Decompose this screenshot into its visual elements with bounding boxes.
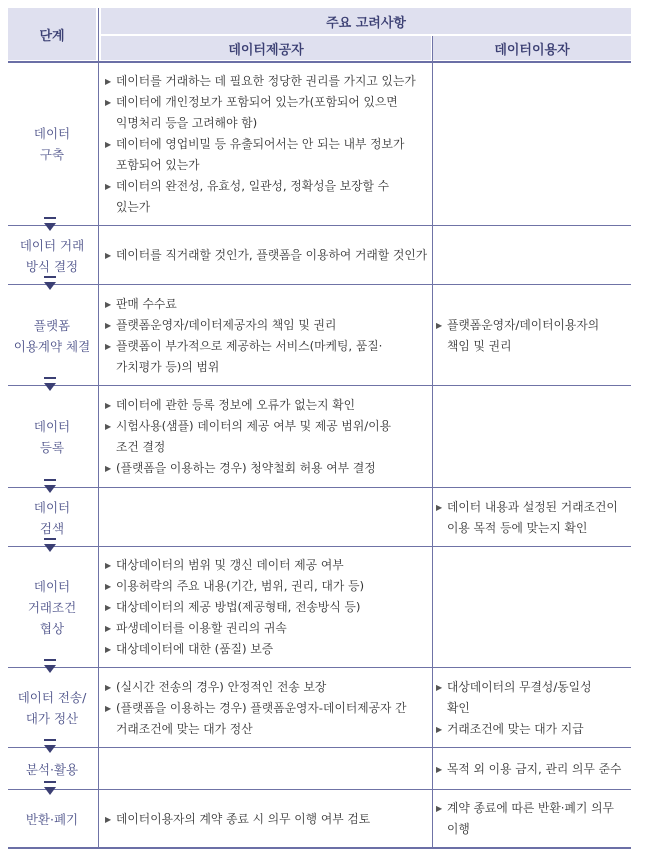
provider-cell	[105, 547, 429, 668]
bullet-text: 목적 외 이용 금지, 관리 의무 준수	[447, 761, 622, 776]
triangle-right-icon: ▶	[105, 97, 112, 107]
bullet-item	[436, 315, 631, 357]
bullet-text: 데이터에 개인정보가 포함되어 있는가(포함되어 있으면 익명처리 등을 고려해야 함)	[116, 94, 398, 130]
provider-cell	[105, 668, 429, 748]
user-cell	[436, 226, 631, 285]
bullet-item	[105, 92, 429, 134]
bullet-item	[105, 134, 429, 176]
triangle-right-icon: ▶	[105, 76, 112, 86]
header-data-user: 데이터이용자	[433, 36, 631, 60]
triangle-right-icon: ▶	[105, 341, 112, 351]
bullet-item	[105, 458, 429, 479]
stage-cell: 데이터 등록	[33, 419, 71, 455]
bullet-text: 데이터에 관한 등록 정보에 오류가 없는지 확인	[116, 398, 356, 412]
header-stage: 단계	[8, 8, 96, 60]
triangle-right-icon: ▶	[105, 582, 112, 591]
triangle-right-icon: ▶	[105, 682, 112, 692]
bullet-text: 플랫폼운영자/데이터이용자의 책임 및 권리	[447, 317, 600, 353]
stage-cell: 데이터 거래 방식 결정	[19, 237, 85, 274]
bullet-item	[105, 336, 429, 378]
triangle-right-icon: ▶	[105, 320, 112, 330]
bullet-item	[436, 497, 631, 539]
provider-cell	[105, 62, 429, 226]
user-cell	[436, 748, 631, 790]
user-cell	[436, 488, 631, 547]
column-divider-provider-user	[432, 36, 433, 848]
bullet-item	[105, 576, 429, 597]
bullet-item	[436, 759, 631, 780]
triangle-right-icon: ▶	[436, 320, 443, 330]
bullet-text: (플랫폼을 이용하는 경우) 청약철회 허용 여부 결정	[116, 461, 376, 475]
bullet-text: 파생데이터를 이용할 권리의 귀속	[116, 621, 287, 635]
stage-cell: 데이터 구축	[33, 126, 71, 162]
bullet-text: 데이터 내용과 설정된 거래조건이 이용 목적 등에 맞는지 확인	[447, 499, 618, 535]
triangle-right-icon: ▶	[105, 624, 112, 633]
bullet-text: 데이터의 완전성, 유효성, 일관성, 정확성을 보장할 수 있는가	[116, 178, 390, 214]
bullet-text: (플랫폼을 이용하는 경우) 플랫폼운영자-데이터제공자 간 거래조건에 맞는 대가 정산	[116, 700, 407, 736]
bullet-text: 대상데이터에 대한 (품질) 보증	[116, 642, 274, 656]
stage-cell: 플랫폼 이용계약 체결	[13, 317, 91, 354]
header-main-considerations: 주요 고려사항	[101, 8, 631, 34]
triangle-right-icon: ▶	[105, 401, 112, 410]
user-cell	[436, 285, 631, 386]
bullet-item	[436, 719, 631, 740]
bullet-item	[105, 809, 429, 830]
provider-cell	[105, 386, 429, 488]
triangle-right-icon: ▶	[105, 645, 112, 654]
bullet-item	[105, 618, 429, 639]
provider-cell	[105, 488, 429, 547]
triangle-right-icon: ▶	[105, 814, 112, 824]
bullet-item	[105, 294, 429, 315]
bullet-item	[105, 71, 429, 92]
bullet-item	[436, 677, 631, 719]
bullet-text: 대상데이터의 범위 및 갱신 데이터 제공 여부	[116, 558, 344, 572]
bullet-text: 데이터이용자의 계약 종료 시 의무 이행 여부 검토	[116, 811, 371, 826]
bullet-item	[105, 597, 429, 618]
bullet-text: 계약 종료에 따른 반환·폐기 의무 이행	[447, 801, 614, 836]
bullet-text: 판매 수수료	[116, 296, 177, 311]
user-cell	[436, 547, 631, 668]
triangle-right-icon: ▶	[105, 251, 112, 260]
bullet-item	[105, 245, 429, 266]
provider-cell	[105, 790, 429, 848]
bullet-text: (실시간 전송의 경우) 안정적인 전송 보장	[116, 679, 327, 694]
stage-cell: 데이터 검색	[33, 499, 71, 536]
triangle-right-icon: ▶	[105, 703, 112, 713]
bullet-text: 대상데이터의 무결성/동일성 확인	[447, 679, 592, 715]
stage-cell: 분석·활용	[25, 761, 79, 777]
triangle-right-icon: ▶	[436, 682, 443, 692]
bullet-item	[105, 395, 429, 416]
provider-cell	[105, 226, 429, 285]
triangle-right-icon: ▶	[105, 299, 112, 309]
bullet-item	[105, 176, 429, 218]
bullet-item	[105, 555, 429, 576]
bullet-item	[105, 416, 429, 458]
bullet-item	[105, 677, 429, 698]
user-cell	[436, 790, 631, 848]
bullet-text: 시험사용(샘플) 데이터의 제공 여부 및 제공 범위/이용 조건 결정	[116, 419, 391, 454]
triangle-right-icon: ▶	[105, 139, 112, 149]
user-cell	[436, 668, 631, 748]
triangle-right-icon: ▶	[105, 181, 112, 191]
bullet-text: 플랫폼운영자/데이터제공자의 책임 및 권리	[116, 317, 337, 332]
triangle-right-icon: ▶	[436, 724, 443, 734]
bullet-item	[436, 798, 631, 840]
triangle-right-icon: ▶	[105, 603, 112, 612]
bullet-text: 데이터에 영업비밀 등 유출되어서는 안 되는 내부 정보가 포함되어 있는가	[116, 136, 405, 172]
triangle-right-icon: ▶	[436, 502, 443, 512]
bullet-text: 데이터를 거래하는 데 필요한 정당한 권리를 가지고 있는가	[116, 73, 416, 88]
bullet-text: 플랫폼이 부가적으로 제공하는 서비스(마케팅, 품질· 가치평가 등)의 범위	[116, 338, 383, 374]
triangle-right-icon: ▶	[436, 804, 443, 813]
bullet-text: 이용허락의 주요 내용(기간, 범위, 권리, 대가 등)	[116, 579, 365, 593]
triangle-right-icon: ▶	[105, 561, 112, 570]
triangle-right-icon: ▶	[105, 464, 112, 473]
triangle-right-icon: ▶	[436, 764, 443, 774]
bullet-text: 거래조건에 맞는 대가 지급	[447, 721, 584, 736]
user-cell	[436, 62, 631, 226]
triangle-right-icon: ▶	[105, 422, 112, 431]
bullet-item	[105, 315, 429, 336]
stage-cell: 데이터 전송/ 대가 정산	[17, 690, 87, 726]
provider-cell	[105, 748, 429, 790]
column-divider-stage	[98, 8, 99, 848]
stage-cell: 데이터 거래조건 협상	[27, 579, 77, 636]
header-data-provider: 데이터제공자	[101, 36, 431, 60]
bullet-item	[105, 639, 429, 660]
bullet-item	[105, 698, 429, 740]
stage-cell: 반환·폐기	[25, 811, 79, 827]
row-divider	[8, 847, 631, 849]
provider-cell	[105, 285, 429, 386]
bullet-text: 대상데이터의 제공 방법(제공형태, 전송방식 등)	[116, 600, 361, 614]
bullet-text: 데이터를 직거래할 것인가, 플랫폼을 이용하여 거래할 것인가	[116, 248, 428, 262]
user-cell	[436, 386, 631, 488]
